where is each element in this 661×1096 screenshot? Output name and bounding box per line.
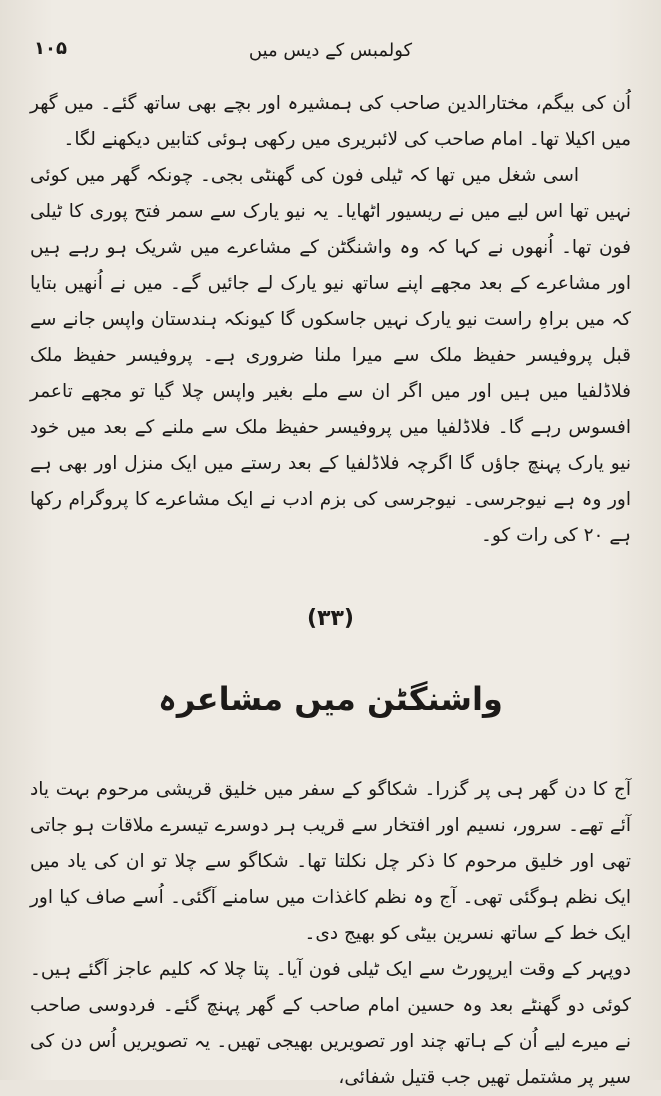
section-1-text: [30, 86, 631, 554]
paragraph: اُن کی بیگم، مختارالدین صاحب کی ہمشیرہ اور بچے بھی ساتھ گئے۔ میں گھر میں اکیلا تھا۔ امام صاحب کی لائبریری میں رکھی ہوئی کتابیں دیکھنے لگا۔: [30, 93, 631, 150]
running-head: کولمبس کے دیس میں: [248, 40, 413, 61]
page-number: ۱۰۵: [34, 38, 67, 59]
chapter-number: (۳۳): [307, 606, 354, 631]
paragraph: آج کا دن گھر ہی پر گزرا۔ شکاگو کے سفر میں خلیق قریشی مرحوم بہت یاد آئے تھے۔ سرور، نسیم اور افتخار سے قریب ہر دوسرے تیسرے ملاقات ہو جاتی تھی اور خلیق مرحوم کا ذکر چل نکلتا تھا۔ شکاگو سے چلا تو ان کی یاد میں ایک نظم ہوگئی تھی۔ آج وہ نظم کاغذات میں سامنے آگئی۔ اُسے صاف کیا اور ایک خط کے ساتھ نسرین بیٹی کو بھیج دی۔: [30, 779, 631, 944]
paragraph: اسی شغل میں تھا کہ ٹیلی فون کی گھنٹی بجی۔ چونکہ گھر میں کوئی نہیں تھا اس لیے میں نے ریسیور اٹھایا۔ یہ نیو یارک سے سمر فتح پوری کا ٹیلی فون تھا۔ اُنھوں نے کہا کہ وہ واشنگٹن کے مشاعرے میں شریک ہو رہے ہیں اور مشاعرے کے بعد مجھے اپنے ساتھ نیو یارک لے جائیں گے۔ میں نے اُنھیں بتایا کہ میں براہِ راست نیو یارک نہیں جاسکوں گا کیونکہ ہندستان واپس جانے سے قبل پروفیسر حفیظ ملک سے میرا ملنا ضروری ہے۔ پروفیسر حفیظ ملک فلاڈلفیا میں ہیں اور میں اگر ان سے ملے بغیر واپس چلا گیا تو مجھے تاعمر افسوس رہے گا۔ فلاڈلفیا میں پروفیسر حفیظ ملک سے ملنے کے بعد میں خود نیو یارک پہنچ جاؤں گا اگرچہ فلاڈلفیا کے بعد رستے میں ایک منزل اور بھی ہے اور وہ ہے نیوجرسی۔ نیوجرسی کی بزم ادب نے ایک مشاعرے کا پروگرام رکھا ہے ۲۰ کی رات کو۔: [30, 165, 631, 546]
section-2-text: [30, 772, 631, 1096]
paragraph: دوپہر کے وقت ایرپورٹ سے ایک ٹیلی فون آیا۔ پتا چلا کہ کلیم عاجز آگئے ہیں۔ کوئی دو گھنٹے بعد وہ حسین امام صاحب کے گھر پہنچ گئے۔ فردوسی صاحب نے میرے لیے اُن کے ہاتھ چند اور تصویریں بھیجی تھیں۔ یہ تصویریں اُس دن کی سیر پر مشتمل تھیں جب قتیل شفائی،: [30, 959, 631, 1088]
chapter-title: واشنگٹن میں مشاعرہ: [158, 680, 503, 718]
